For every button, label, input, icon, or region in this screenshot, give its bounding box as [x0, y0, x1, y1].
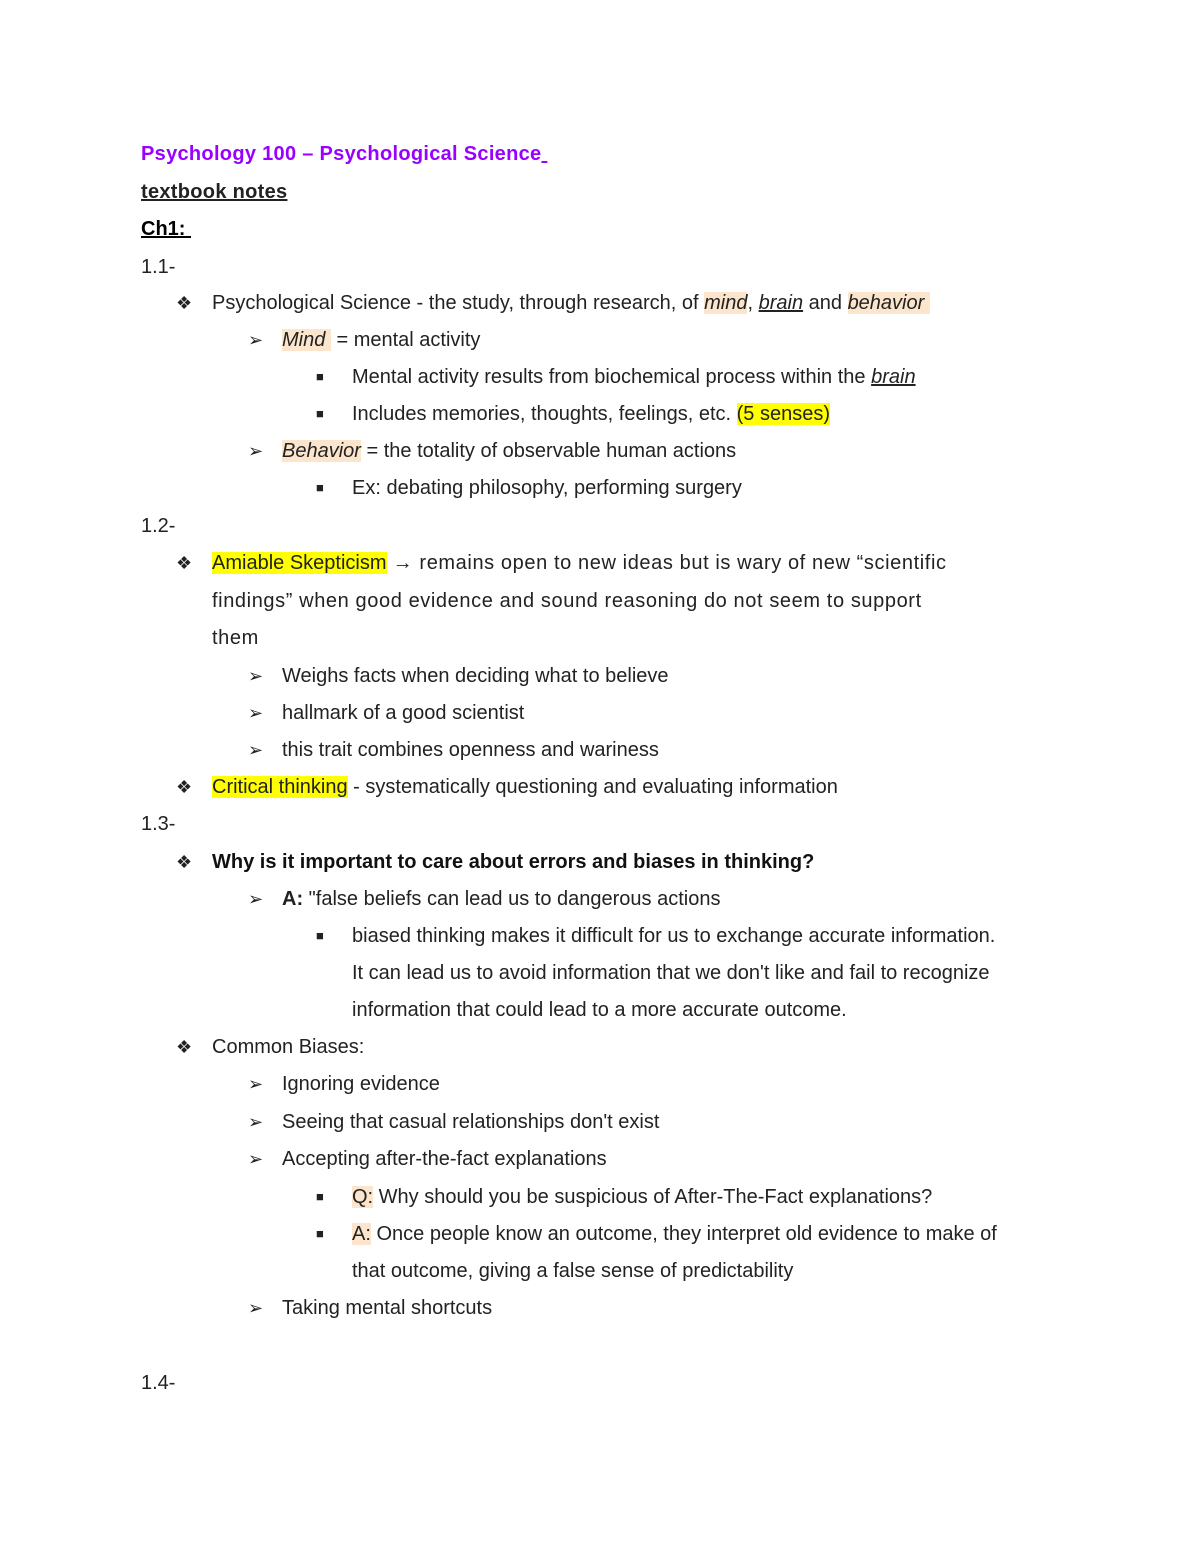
list-item-mind-sub1	[352, 364, 916, 390]
term-brain-2: brain	[871, 366, 916, 388]
mind-definition: = mental activity	[330, 329, 481, 351]
bias-answer-line1: Once people know an outcome, they interpret old evidence to make of	[370, 1223, 997, 1245]
document-subtitle: textbook notes	[141, 181, 288, 203]
mind-sub1-text: Mental activity results from biochemical process within the	[352, 366, 872, 388]
amiable-definition-line1: → remains open to new ideas but is wary of new “scientific	[386, 552, 947, 574]
term-mind-highlight	[282, 329, 331, 351]
answer-sub-line1: biased thinking makes it difficult for us to exchange accurate information.	[352, 925, 996, 947]
bias-item-4: Taking mental shortcuts	[282, 1297, 493, 1319]
arrow-bullet-icon: ➢	[248, 1149, 264, 1169]
question-text: Why should you be suspicious of After-The-Fact explanations?	[373, 1186, 933, 1208]
section-label-1-4: 1.4-	[141, 1372, 176, 1394]
diamond-bullet-icon: ❖	[176, 293, 193, 313]
bias-item-3: Accepting after-the-fact explanations	[282, 1148, 607, 1170]
diamond-bullet-icon: ❖	[176, 777, 193, 797]
diamond-bullet-icon: ❖	[176, 1037, 193, 1057]
arrow-bullet-icon: ➢	[248, 666, 264, 686]
arrow-bullet-icon: ➢	[248, 740, 264, 760]
document-title	[141, 141, 547, 167]
list-item-amiable-sub1: Weighs facts when deciding what to believe	[282, 665, 669, 687]
question-heading: Why is it important to care about errors and biases in thinking?	[212, 851, 815, 873]
chapter-heading	[141, 216, 191, 242]
list-item-amiable-skepticism	[212, 550, 947, 576]
list-item-mind	[282, 327, 480, 353]
square-bullet-icon: ■	[316, 1226, 324, 1241]
term-behavior	[848, 292, 930, 314]
diamond-bullet-icon: ❖	[176, 553, 193, 573]
title-text: Psychology 100 – Psychological Science	[141, 143, 542, 165]
section-label-1-2: 1.2-	[141, 515, 176, 537]
bias-answer-line2: that outcome, giving a false sense of predictability	[352, 1260, 794, 1282]
arrow-bullet-icon: ➢	[248, 889, 264, 909]
square-bullet-icon: ■	[316, 369, 324, 384]
chapter-text: Ch1:	[141, 218, 186, 240]
arrow-bullet-icon: ➢	[248, 441, 264, 461]
term-mind-text: Mind	[282, 329, 326, 351]
amiable-definition-line3: them	[212, 627, 259, 649]
list-item-psych-science	[212, 290, 930, 316]
square-bullet-icon: ■	[316, 406, 324, 421]
answer-label-2: A:	[352, 1223, 371, 1245]
answer-text: "false beliefs can lead us to dangerous actions	[303, 888, 721, 910]
common-biases-heading: Common Biases:	[212, 1036, 365, 1058]
five-senses-highlight: (5 senses)	[736, 403, 831, 425]
question-label: Q:	[352, 1186, 374, 1208]
term-behavior-text: behavior	[847, 292, 925, 314]
square-bullet-icon: ■	[316, 1189, 324, 1204]
list-item-mind-sub2	[352, 401, 830, 427]
arrow-bullet-icon: ➢	[248, 1074, 264, 1094]
conjunction: and	[803, 292, 848, 314]
bias-item-1: Ignoring evidence	[282, 1073, 440, 1095]
separator: ,	[747, 292, 759, 314]
square-bullet-icon: ■	[316, 480, 324, 495]
term-amiable-skepticism: Amiable Skepticism	[212, 552, 387, 574]
behavior-definition: = the totality of observable human actions	[360, 440, 737, 462]
answer-sub-line3: information that could lead to a more accurate outcome.	[352, 999, 847, 1021]
amiable-definition-line2: findings” when good evidence and sound reasoning do not seem to support	[212, 590, 922, 612]
critical-thinking-definition: - systematically questioning and evaluating information	[347, 776, 838, 798]
term-critical-thinking: Critical thinking	[212, 776, 348, 798]
section-label-1-3: 1.3-	[141, 813, 176, 835]
arrow-bullet-icon: ➢	[248, 703, 264, 723]
bias-question	[352, 1184, 932, 1210]
term-brain: brain	[758, 292, 804, 314]
list-item-amiable-sub3: this trait combines openness and wariness	[282, 739, 659, 761]
arrow-bullet-icon: ➢	[248, 1298, 264, 1318]
arrow-bullet-icon: ➢	[248, 330, 264, 350]
list-item-behavior-sub1: Ex: debating philosophy, performing surgery	[352, 477, 742, 499]
bias-item-2: Seeing that casual relationships don't exist	[282, 1111, 660, 1133]
definition-text: Psychological Science - the study, through research, of	[212, 292, 705, 314]
mind-sub2-text: Includes memories, thoughts, feelings, etc.	[352, 403, 737, 425]
list-item-behavior	[282, 438, 736, 464]
term-mind: mind	[704, 292, 748, 314]
answer-sub-line2: It can lead us to avoid information that we don't like and fail to recognize	[352, 962, 990, 984]
list-item-answer	[282, 886, 720, 912]
arrow-bullet-icon: ➢	[248, 1112, 264, 1132]
list-item-amiable-sub2: hallmark of a good scientist	[282, 702, 525, 724]
section-label-1-1: 1.1-	[141, 256, 176, 278]
bias-answer	[352, 1221, 997, 1247]
diamond-bullet-icon: ❖	[176, 852, 193, 872]
answer-label: A:	[282, 888, 304, 910]
list-item-critical-thinking	[212, 774, 838, 800]
term-behavior-2: Behavior	[282, 440, 361, 462]
square-bullet-icon: ■	[316, 928, 324, 943]
